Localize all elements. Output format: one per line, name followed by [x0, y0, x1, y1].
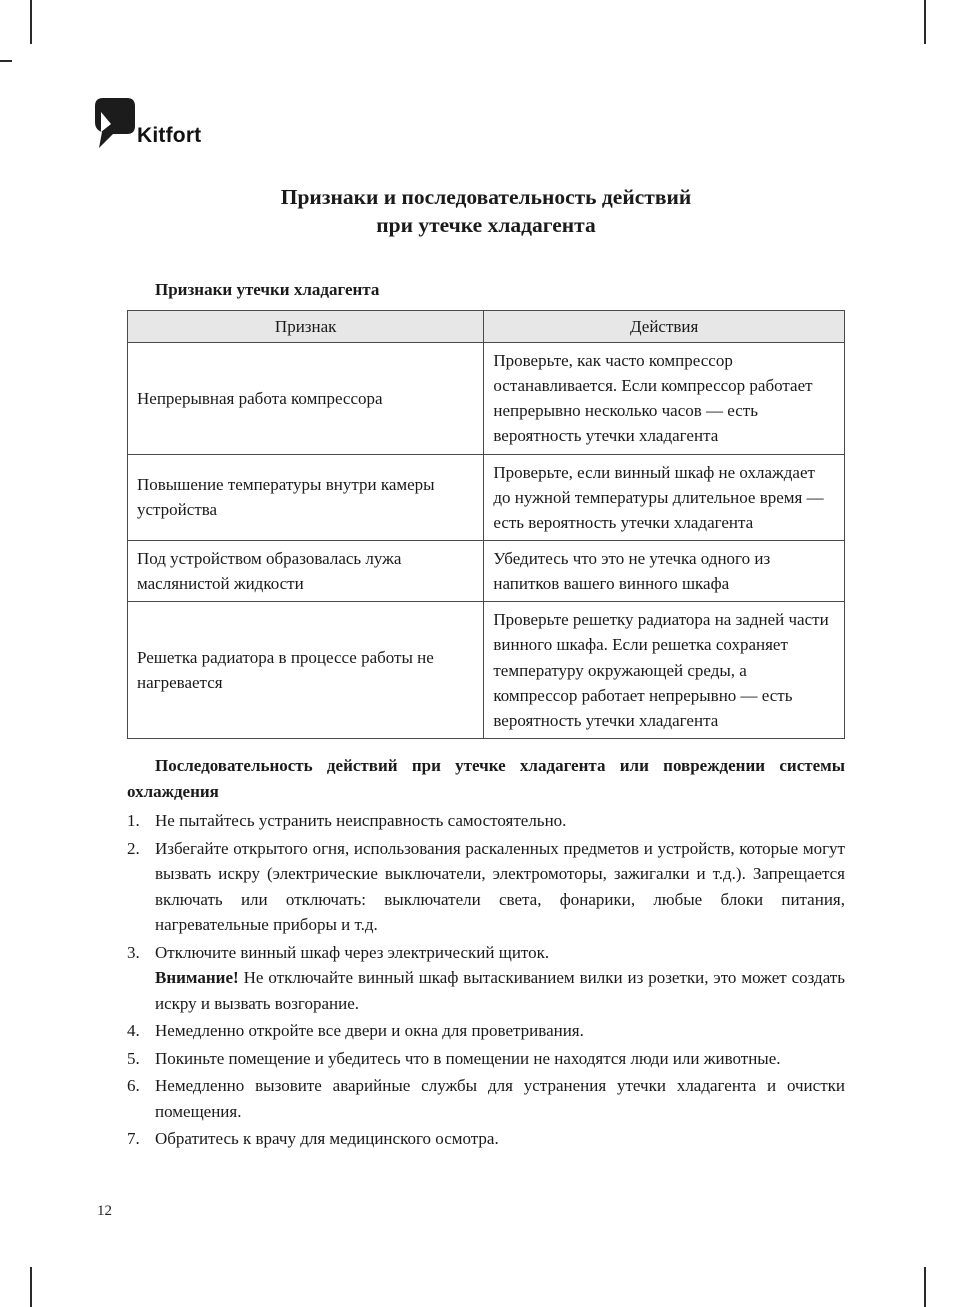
crop-mark-top-left	[30, 0, 32, 44]
table-row	[128, 342, 845, 454]
list-item-number: 2.	[127, 838, 140, 858]
crop-mark-left-horizontal	[0, 60, 12, 62]
page-title-line1: Признаки и последовательность действий	[280, 185, 692, 209]
page-number: 12	[97, 1203, 112, 1219]
list-item	[127, 1073, 845, 1124]
table-row	[128, 454, 845, 540]
brand-name: Kitfort	[137, 124, 202, 147]
warning-note	[155, 965, 845, 1016]
list-item-number: 4.	[127, 1021, 140, 1041]
list-item-text: Обратитесь к врачу для медицинского осмотра.	[155, 1129, 499, 1149]
list-item-text: Покиньте помещение и убедитесь что в помещении не находятся люди или животные.	[155, 1048, 781, 1068]
action-cell: Проверьте, как часто компрессор останавливается. Если компрессор работает непрерывно несколько часов — есть вероятность утечки хладагента	[484, 342, 845, 454]
list-item-text	[155, 940, 845, 1017]
page-title	[127, 183, 845, 240]
table-row	[128, 602, 845, 739]
table-header-sign: Признак	[128, 310, 484, 342]
signs-table	[127, 310, 845, 739]
crop-mark-top-right	[924, 0, 926, 44]
kitfort-logo-icon	[95, 98, 135, 150]
brand-logo	[95, 98, 201, 150]
action-steps-list	[127, 808, 845, 1152]
list-item-text: Избегайте открытого огня, использования раскаленных предметов и устройств, которые могут вызвать искру (электрические выключатели, электромоторы, зажигалки и т.д.). Запрещается включать или отключать: выключатели света, фонарики, любые блоки питания, нагревательные приборы и т.д.	[155, 838, 845, 935]
list-item	[127, 1018, 845, 1044]
page-title-line2: при утечке хладагента	[376, 213, 596, 238]
list-item	[127, 1046, 845, 1072]
list-item	[127, 836, 845, 938]
list-item-text: Немедленно откройте все двери и окна для проветривания.	[155, 1021, 584, 1041]
list-item-text: Не пытайтесь устранить неисправность самостоятельно.	[155, 811, 567, 831]
sign-cell: Под устройством образовалась лужа маслянистой жидкости	[128, 541, 484, 602]
table-header-row	[128, 310, 845, 342]
table-header-action: Действия	[484, 310, 845, 342]
crop-mark-bottom-left	[30, 1267, 32, 1307]
action-cell: Убедитесь что это не утечка одного из напитков вашего винного шкафа	[484, 541, 845, 602]
sign-cell: Непрерывная работа компрессора	[128, 342, 484, 454]
sign-cell: Повышение температуры внутри камеры устройства	[128, 454, 484, 540]
list-item-number: 1.	[127, 811, 140, 831]
action-cell: Проверьте решетку радиатора на задней части винного шкафа. Если решетка сохраняет температуру окружающей среды, а компрессор работает непрерывно — есть вероятность утечки хладагента	[484, 602, 845, 739]
list-item-number: 7.	[127, 1129, 140, 1149]
warning-label: Внимание!	[155, 968, 239, 988]
list-item	[127, 1126, 845, 1152]
table-row	[128, 541, 845, 602]
sign-cell: Решетка радиатора в процессе работы не нагревается	[128, 602, 484, 739]
list-item	[127, 808, 845, 834]
page-content	[127, 183, 845, 1154]
list-item-number: 3.	[127, 942, 140, 962]
warning-text: Не отключайте винный шкаф вытаскиванием вилки из розетки, это может создать искру и вызвать возгорание.	[155, 968, 845, 1013]
list-item-number: 5.	[127, 1048, 140, 1068]
list-item-number: 6.	[127, 1076, 140, 1096]
signs-section-heading: Признаки утечки хладагента	[155, 279, 380, 299]
action-cell: Проверьте, если винный шкаф не охлаждает до нужной температуры длительное время — есть вероятность утечки хладагента	[484, 454, 845, 540]
crop-mark-bottom-right	[924, 1267, 926, 1307]
list-item-text: Немедленно вызовите аварийные службы для устранения утечки хладагента и очистки помещения.	[155, 1076, 845, 1121]
sequence-section-heading: Последовательность действий при утечке хладагента или повреждении системы охлаждения	[127, 756, 845, 801]
list-item-main-text: Отключите винный шкаф через электрический щиток.	[155, 942, 550, 962]
list-item	[127, 940, 845, 1017]
